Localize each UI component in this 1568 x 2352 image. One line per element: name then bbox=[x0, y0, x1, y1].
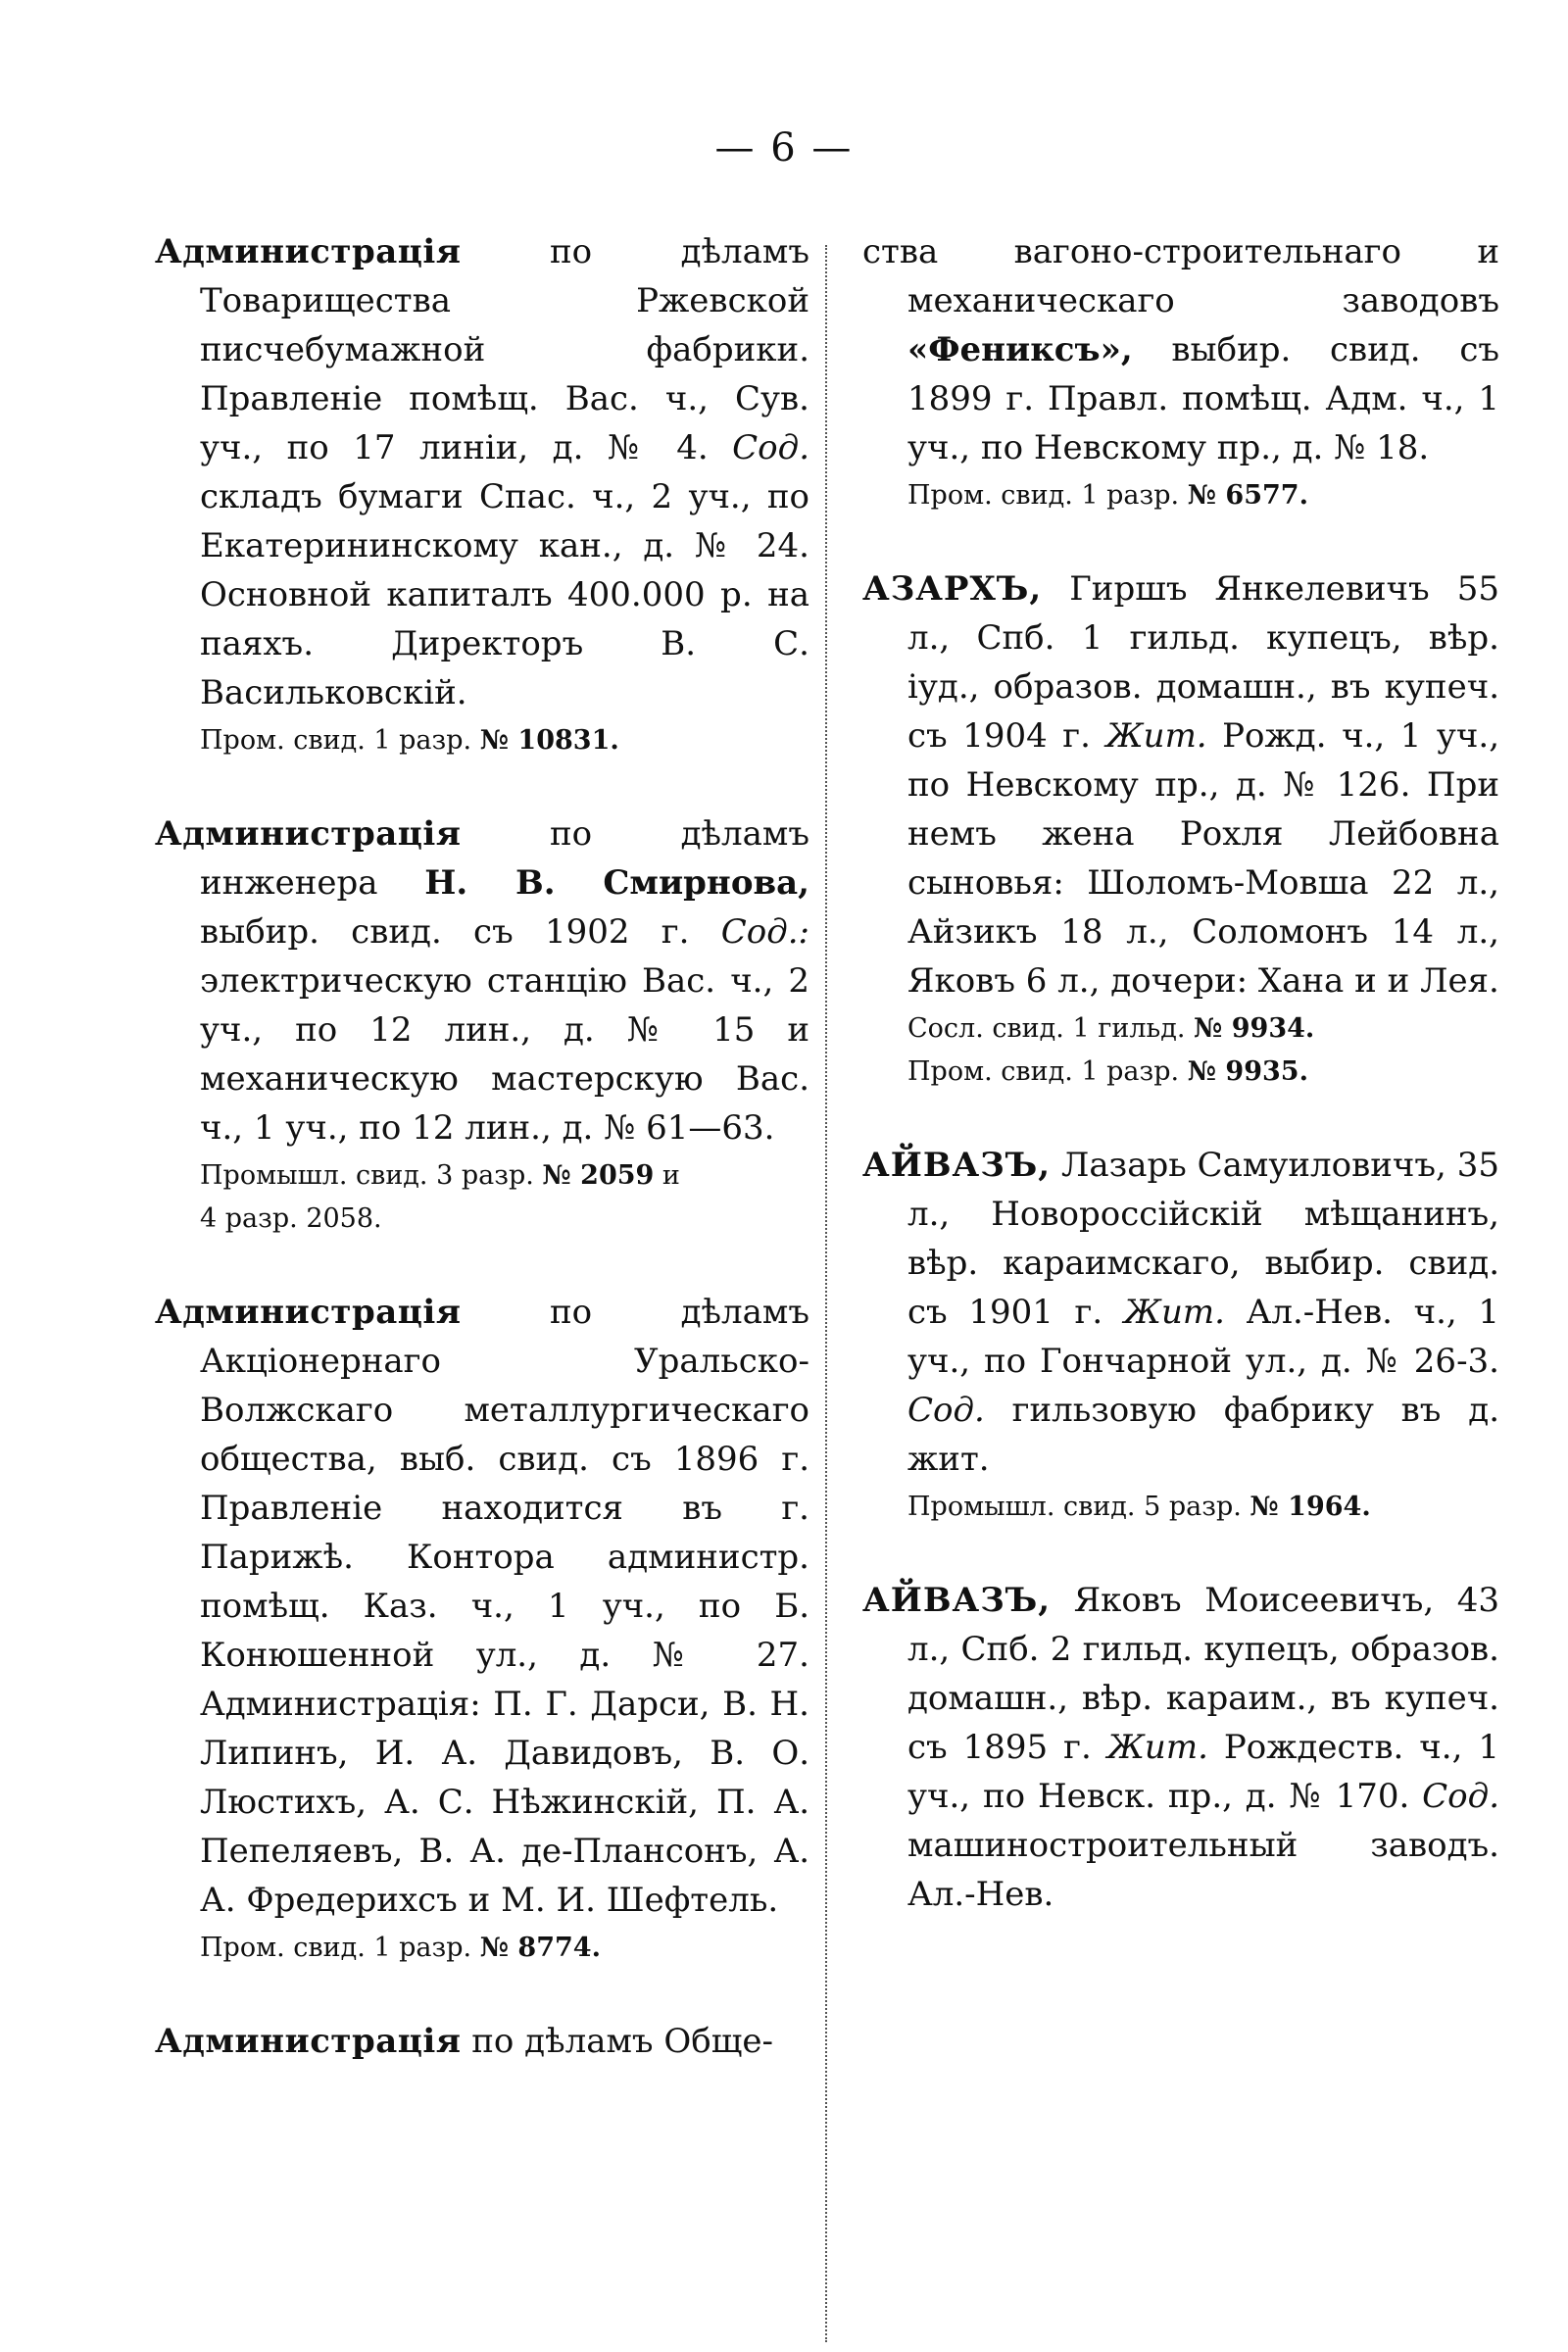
entry-aivaz-lazar bbox=[862, 1141, 1499, 1529]
entry-aivaz-yakov bbox=[862, 1576, 1499, 1919]
entry-heading: АЙВАЗЪ, bbox=[862, 1581, 1052, 1620]
entry-text: Администрація по дѣламъ Акціонернаго Уральско-Волжскаго металлургическаго общества, выб. свид. съ 1896 г. Правленіе находится въ г. Парижѣ. Контора администр. помѣщ. Каз. ч., 1 уч., по Б. Конюшенной ул., д. № 27. Администрація: П. Г. Дарси, В. Н. Липинъ, И. А. Давидовъ, В. О. Люстихъ, А. С. Нѣжинскій, П. А. Пепеляевъ, В. А. де-Плансонъ, А. А. Фредерихсъ и М. И. Шефтель. bbox=[155, 1293, 809, 1920]
entry-license-note: Промышл. свид. 5 разр. № 1964. bbox=[907, 1492, 1371, 1522]
entry-administration-ural-volga bbox=[155, 1288, 809, 1970]
entry-license-note: Пром. свид. 1 разр. № 10831. bbox=[200, 725, 619, 756]
entry-azarkh bbox=[862, 564, 1499, 1094]
entry-license-note: Пром. свид. 1 разр. № 6577. bbox=[907, 480, 1308, 511]
entry-heading: Администрація bbox=[155, 232, 462, 271]
person-name: Н. В. Смирнова, bbox=[424, 863, 809, 903]
entry-text: АЗАРХЪ, Гиршъ Янкелевичъ 55 л., Спб. 1 гильд. купецъ, вѣр. іуд., образов. домашн., въ купеч. съ 1904 г. Жит. Рожд. ч., 1 уч., по Невскому пр., д. № 126. При немъ жена Рохля Лейбовна сыновья: Шоломъ-Мовша 22 л., Айзикъ 18 л., Соломонъ 14 л., Яковъ 6 л., дочери: Хана и и Лея. bbox=[862, 569, 1500, 1001]
firm-name: «Фениксъ», bbox=[907, 330, 1133, 369]
column-divider bbox=[825, 245, 827, 2342]
entry-text: Администрація по дѣламъ Товарищества Ржевской писчебумажной фабрики. Правленіе помѣщ. Вас. ч., Сув. уч., по 17 линіи, д. № 4. Сод. складъ бумаги Спас. ч., 2 уч., по Екатерининскому кан., д. № 24. Основной капиталъ 400.000 р. на паяхъ. Директоръ В. С. Васильковскій. bbox=[155, 232, 809, 712]
entry-heading: АЗАРХЪ, bbox=[862, 569, 1043, 609]
entry-heading: Администрація bbox=[155, 2022, 462, 2061]
entry-heading: Администрація bbox=[155, 814, 462, 854]
right-column bbox=[862, 227, 1499, 1966]
entry-text: АЙВАЗЪ, Лазарь Самуиловичъ, 35 л., Новороссійскій мѣщанинъ, вѣр. караимскаго, выбир. свид. съ 1901 г. Жит. Ал.-Нев. ч., 1 уч., по Гончарной ул., д. № 26-3. Сод. гильзовую фабрику въ д. жит. bbox=[862, 1146, 1500, 1479]
entry-license-note: Пром. свид. 1 разр. № 8774. bbox=[200, 1933, 601, 1963]
left-column bbox=[155, 227, 809, 2113]
entry-heading: Администрація bbox=[155, 1293, 462, 1332]
entry-continuation-phoenix bbox=[862, 227, 1499, 517]
entry-text: Администрація по дѣламъ инженера Н. В. Смирнова, выбир. свид. съ 1902 г. Сод.: электрическую станцію Вас. ч., 2 уч., по 12 лин., д. № 15 и механическую мастерскую Вас. ч., 1 уч., по 12 лин., д. № 61—63. bbox=[155, 814, 809, 1148]
entry-administration-smirnov bbox=[155, 809, 809, 1241]
entry-text: Администрація по дѣламъ Обще- bbox=[155, 2022, 773, 2061]
entry-license-note: Промышл. свид. 3 разр. № 2059 и 4 разр. 2058. bbox=[200, 1160, 680, 1234]
entry-administration-rzhev bbox=[155, 227, 809, 762]
entry-text: АЙВАЗЪ, Яковъ Моисеевичъ, 43 л., Спб. 2 гильд. купецъ, образов. домашн., вѣр. караим., въ купеч. съ 1895 г. Жит. Рождеств. ч., 1 уч., по Невск. пр., д. № 170. Сод. машиностроительный заводъ. Ал.-Нев. bbox=[862, 1581, 1499, 1914]
page-number: — 6 — bbox=[714, 125, 854, 171]
entry-heading: АЙВАЗЪ, bbox=[862, 1146, 1052, 1185]
entry-text: ства вагоно-строительнаго и механическаго заводовъ «Фениксъ», выбир. свид. съ 1899 г. Правл. помѣщ. Адм. ч., 1 уч., по Невскому пр., д. № 18. bbox=[862, 232, 1499, 467]
entry-administration-society bbox=[155, 2017, 809, 2066]
entry-license-note: Сосл. свид. 1 гильд. № 9934. Пром. свид. 1 разр. № 9935. bbox=[907, 1013, 1315, 1087]
